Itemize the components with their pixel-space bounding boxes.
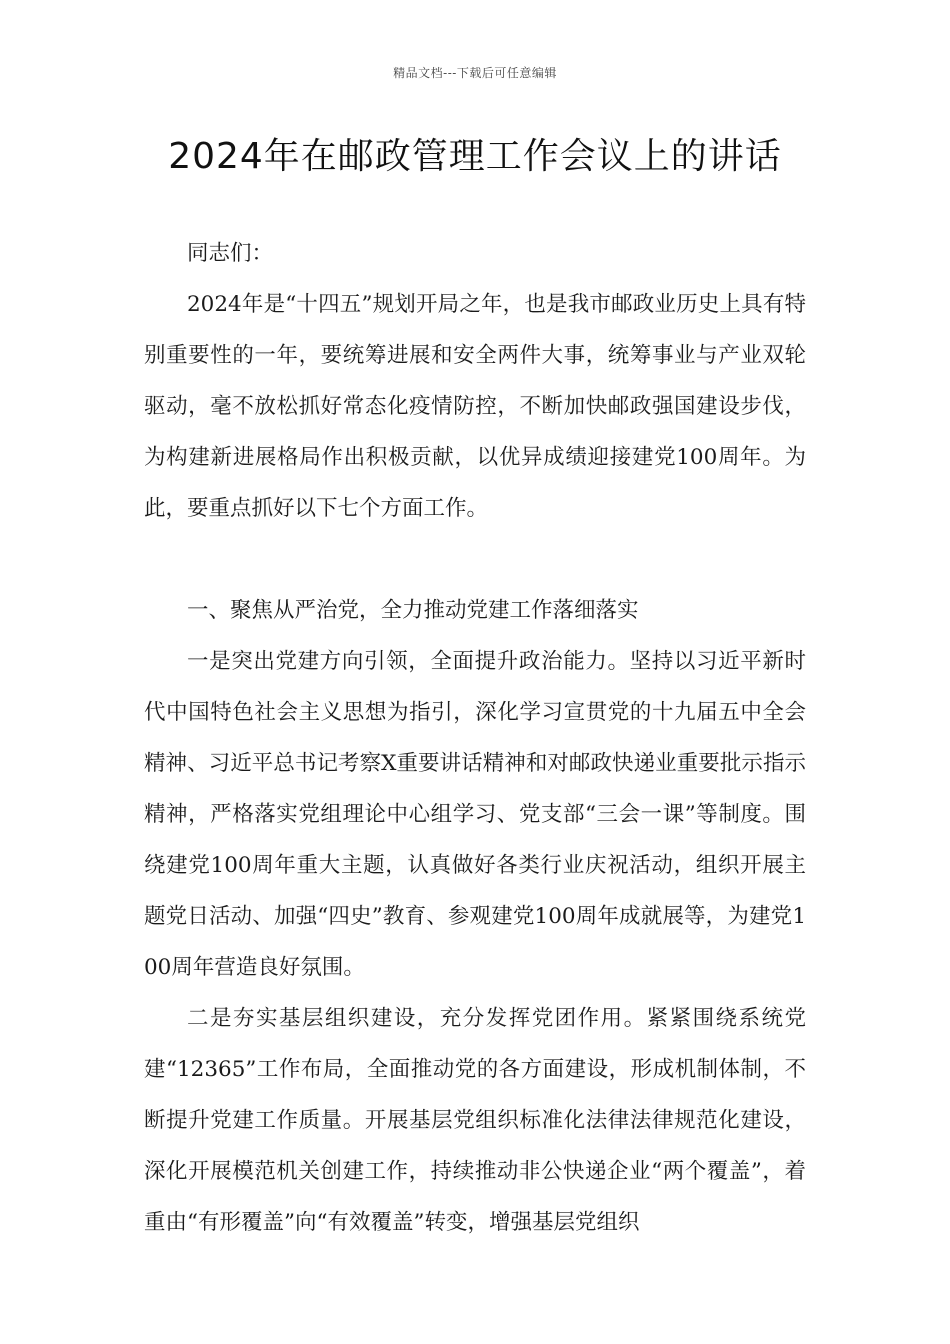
body-paragraph: 二是夯实基层组织建设，充分发挥党团作用。紧紧围绕系统党建“12365”工作布局，全面推动党的各方面建设，形成机制体制，不断提升党建工作质量。开展基层党组织标准化法律法律规范化建设，深化开展模范机关创建工作，持续推动非公快递企业“两个覆盖”，着重由“有形覆盖”向“有效覆盖”转变，增强基层党组织: [144, 1006, 806, 1235]
header-note: 精品文档---下载后可任意编辑: [393, 66, 557, 80]
document-title: 2024年在邮政管理工作会议上的讲话: [168, 136, 782, 177]
document-body: [144, 228, 806, 1248]
intro-paragraph: 2024年是“十四五”规划开局之年，也是我市邮政业历史上具有特别重要性的一年，要统筹进展和安全两件大事，统筹事业与产业双轮驱动，毫不放松抓好常态化疫情防控，不断加快邮政强国建设步伐，为构建新进展格局作出积极贡献，以优异成绩迎接建党100周年。为此，要重点抓好以下七个方面工作。: [144, 292, 806, 521]
section-heading: 一、聚焦从严治党，全力推动党建工作落细落实: [187, 598, 639, 623]
salutation-paragraph: 同志们：: [187, 241, 274, 266]
body-paragraph: 一是突出党建方向引领，全面提升政治能力。坚持以习近平新时代中国特色社会主义思想为指引，深化学习宣贯党的十九届五中全会精神、习近平总书记考察X重要讲话精神和对邮政快递业重要批示指示精神，严格落实党组理论中心组学习、党支部“三会一课”等制度。围绕建党100周年重大主题，认真做好各类行业庆祝活动，组织开展主题党日活动、加强“四史”教育、参观建党100周年成就展等，为建党100周年营造良好氛围。: [144, 649, 806, 980]
